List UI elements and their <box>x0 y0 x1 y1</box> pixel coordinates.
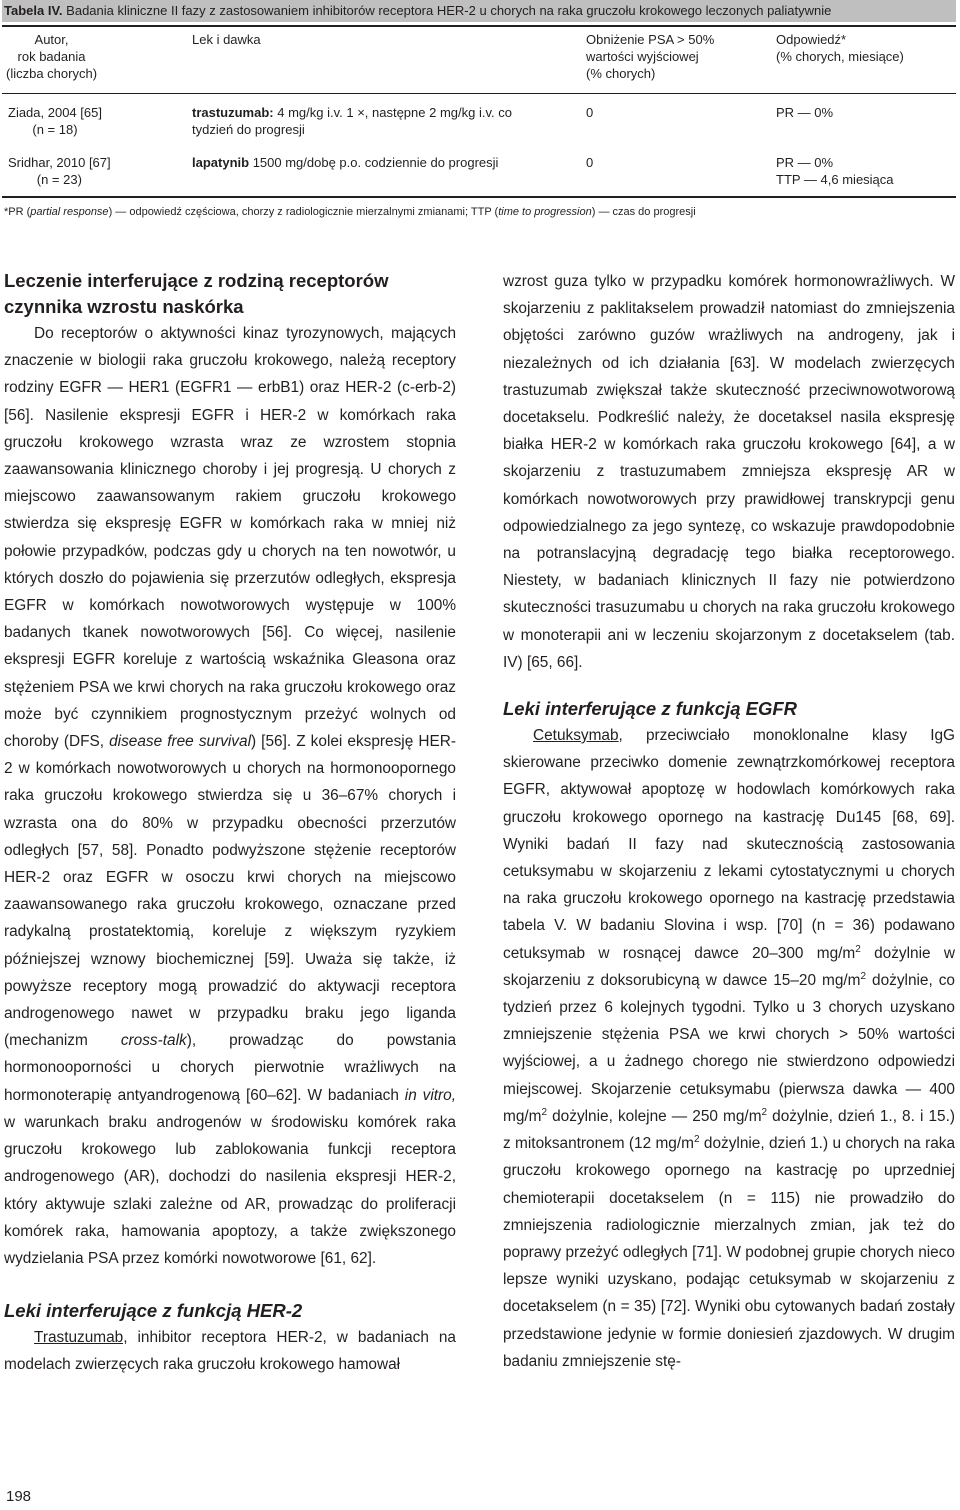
underlined-term: Trastuzumab, <box>34 1329 128 1347</box>
text-run: dożylnie w skojarzeniu z doksorubicyną w dawce 15–20 mg/m <box>503 944 956 989</box>
table-footnote <box>4 205 696 220</box>
italic-run: disease free survival <box>109 733 251 751</box>
header-psa-line: wartości wyjściowej <box>586 49 699 64</box>
underlined-term: Cetuksymab <box>533 727 619 745</box>
table-header-rule <box>2 93 956 94</box>
text-run: Do receptorów o aktywności kinaz tyrozynowych, mających znaczenie w biologii raka gruczołu krokowego, należą receptory rodziny EGFR — HER1 (EGFR1 — erbB1) oraz HER-2 (c-erb-2) [56]. Nasilenie ekspresji EGFR i HER-2 w komórkach raka gruczołu krokowego wzrasta wraz ze wzrostem stopnia zaawansowania klinicznego choroby i jej progresją. U chorych z miejscowo zaawansowanym rakiem gruczołu krokowego stwierdza się ekspresję EGFR w komórkach raka w mniej niż połowie przypadków, podczas gdy u chorych na ten nowotwór, u których doszło do pojawienia się przerzutów odległych, ekspresja EGFR w komórkach nowotworowych występuje w 100% badanych tkanek nowotworowych [56]. Co więcej, nasilenie ekspresji EGFR koreluje z wartością wskaźnika Gleasona oraz stężeniem PSA we krwi chorych na raka gruczołu krokowego oraz może być czynnikiem prognostycznym przeżyć wolnych od choroby (DFS, <box>4 325 456 751</box>
italic-run: cross-talk <box>120 1032 187 1050</box>
text-run: inhibitor receptora HER-2, w badaniach na modelach zwierzęcych raka gruczołu krokowego hamował <box>4 1329 456 1374</box>
drug-dose-cont: tydzień do progresji <box>192 122 305 137</box>
section-heading: Leki interferujące z funkcją EGFR <box>503 698 798 720</box>
text-run: ), prowadząc do powstania hormonooporności u chorych pierwotnie wrażliwych na hormonoterapię antyandrogenową [60–62]. W badaniach <box>4 1032 456 1104</box>
table-bottom-rule <box>2 196 956 198</box>
header-psa <box>586 31 714 82</box>
table-row-1-psa: 0 <box>586 105 594 120</box>
drug-name: lapatynib <box>192 155 250 170</box>
superscript: 2 <box>761 1106 768 1118</box>
cell-line: Ziada, 2004 [65] <box>8 105 102 120</box>
header-psa-line: Obniżenie PSA > 50% <box>586 32 715 47</box>
table-row-2-psa: 0 <box>586 155 594 170</box>
header-response-line: (% chorych, miesiące) <box>776 49 904 64</box>
superscript: 2 <box>855 943 861 955</box>
header-drug-line: Lek i dawka <box>192 32 261 47</box>
text-run: dożylnie, dzień 1.) u chorych na raka gruczołu krokowego opornego na kastrację po uprzedniej chemioterapii docetakselem (n = 115) nie prowadziło do zmniejszenia radiologicznie mierzalnych zmian, jak też do poprawy przeżyć odległych [71]. W podobnej grupie chorych nieco lepsze wyniki uzyskano, podając cetuksymab w skojarzeniu z docetakselem (n = 35) [72]. Wyniki obu cytowanych badań zostały przedstawione jedynie w formie doniesień zjazdowych. W drugim badaniu zmniejszenie stę- <box>503 1135 956 1370</box>
cell-line: (n = 23) <box>36 172 82 187</box>
text-run: ) — odpowiedź częściowa, chorzy z radiologicznie mierzalnymi zmianami; TTP ( <box>108 206 499 218</box>
table-row-2-drug <box>192 154 498 171</box>
paragraph <box>503 722 955 1375</box>
table-top-rule <box>2 25 956 27</box>
header-response <box>776 31 904 65</box>
superscript: 2 <box>541 1106 548 1118</box>
table-row-1-drug <box>192 104 512 138</box>
text-run: ) [56]. Z kolei ekspresję HER-2 w komórkach nowotworowych u chorych na hormonoopornego raka gruczołu krokowego stwierdza się u 36–67% chorych i wzrasta ona do 80% w przypadku obecności przerzutów odległych [57, 58]. Ponadto podwyższone stężenie receptorów HER-2 oraz EGFR w osoczu krwi chorych na miejscowo zaawansowanego raka gruczołu krokowego, oznaczane przed radykalną prostatektomią, koreluje z większym ryzykiem późniejszej wznowy biochemicznej [59]. Uważa się także, iż powyższe receptory mogą prowadzić do aktywacji receptora androgenowego nawet w przypadku braku jego liganda (mechanizm <box>4 733 456 1050</box>
header-drug <box>192 31 261 48</box>
italic-run: partial response <box>30 206 109 218</box>
left-column <box>4 268 456 1379</box>
table-row-1-response <box>776 104 833 121</box>
drug-dose: 4 mg/kg i.v. 1 ×, następne 2 mg/kg i.v. co <box>273 105 512 120</box>
cell-line: TTP — 4,6 miesiąca <box>776 172 894 187</box>
header-author-line: (liczba chorych) <box>6 66 98 81</box>
cell-line: PR — 0% <box>776 105 834 120</box>
table-title-bar <box>2 0 956 22</box>
page-number: 198 <box>6 1488 32 1505</box>
table-title: Badania kliniczne II fazy z zastosowaniem inhibitorów receptora HER-2 u chorych na raka gruczołu krokowego leczonych paliatywnie <box>66 3 832 18</box>
paragraph <box>503 268 955 676</box>
superscript: 2 <box>693 1133 700 1145</box>
header-psa-line: (% chorych) <box>586 66 656 81</box>
cell-line: Sridhar, 2010 [67] <box>8 155 111 170</box>
text-run: dożylnie, co tydzień przez 6 kolejnych tygodni. Tylko u 3 chorych uzyskano zmniejszenie stężenia PSA we krwi chorych > 50% wartości wyjściowej, a u żadnego chorego nie stwierdzono odpowiedzi miejscowej. Skojarzenie cetuksymabu (pierwsza dawka — 400 mg/m <box>503 971 955 1125</box>
superscript: 2 <box>860 970 867 982</box>
header-author-line: Autor, <box>34 32 69 47</box>
text-run: dożylnie, kolejne — 250 mg/m <box>547 1107 762 1125</box>
text-run: ) — czas do progresji <box>591 206 696 218</box>
section-heading: Leki interferujące z funkcją HER-2 <box>4 1300 303 1322</box>
text-run: wzrost guza tylko w przypadku komórek hormonowrażliwych. W skojarzeniu z paklitakselem prowadził natomiast do zmniejszenia objętości zarówno guzów wrażliwych na androgeny, jak i niezależnych od ich działania [63]. W modelach zwierzęcych trastuzumab zwiększał także skuteczność przeciwnowotworową docetakselu. Podkreślić należy, że docetaksel nasila ekspresję białka HER-2 w komórkach raka gruczołu krokowego [64], a w skojarzeniu z trastuzumabem zmniejsza ekspresję AR w komórkach nowotworowych przy prawidłowej transkrypcji genu odpowiedzialnego za jego syntezę, co wskazuje prawdopodobnie na potranslacyjną degradację tego białka receptorowego. Niestety, w badaniach klinicznych II fazy nie potwierdzono skuteczności trasuzumabu u chorych na raka gruczołu krokowego w monoterapii ani w leczeniu skojarzonym z docetakselem (tab. IV) [65, 66]. <box>503 273 955 671</box>
header-author-line: rok badania <box>17 49 86 64</box>
text-run: dożylnie, dzień 1., 8. i 15.) z mitoksantronem (12 mg/m <box>503 1107 955 1153</box>
table-row-1-author <box>8 104 102 138</box>
text-run: , przeciwciało monoklonalne klasy IgG skierowane przeciwko domenie zewnątrzkomórkowej receptora EGFR, aktywował apoptozę w hodowlach komórkowych raka gruczołu krokowego opornego na kastrację Du145 [68, 69]. Wyniki badań II fazy nad skutecznością zastosowania cetuksymabu w skojarzeniu z lekami cytostatycznymi u chorych na raka gruczołu krokowego opornego na kastrację przedstawia tabela V. W badaniu Slovina i wsp. [70] (n = 36) podawano cetuksymab w rosnącej dawce 20–300 mg/m <box>503 727 955 962</box>
cell-line: (n = 18) <box>32 122 78 137</box>
paragraph <box>4 1324 456 1378</box>
text-run: w warunkach braku androgenów w środowisku komórek raka gruczołu krokowego lub zablokowania funkcji receptora androgenowego (AR), dochodzi do nasilenia ekspresji HER-2, który aktywuje szlaki zależne od AR, prowadząc do proliferacji komórek raka, hamowania apoptozy, a także zwiększonego wydzielania PSA przez komórki nowotworowe [61, 62]. <box>4 1113 456 1267</box>
header-response-line: Odpowiedź* <box>776 32 847 47</box>
text-run: *PR ( <box>4 206 31 218</box>
italic-run: time to progression <box>498 206 592 218</box>
header-author <box>6 31 97 82</box>
table-row-2-author <box>8 154 111 188</box>
cell-line: PR — 0% <box>776 155 834 170</box>
table-row-2-response <box>776 154 894 188</box>
drug-dose: 1500 mg/dobę p.o. codziennie do progresji <box>249 155 499 170</box>
right-column <box>503 268 955 1375</box>
table-label: Tabela IV. <box>4 3 63 18</box>
section-heading: Leczenie interferujące z rodziną receptorów czynnika wzrostu naskórka <box>4 270 389 317</box>
drug-name: trastuzumab: <box>192 105 274 120</box>
paragraph <box>4 320 456 1272</box>
italic-run: in vitro, <box>404 1086 456 1104</box>
